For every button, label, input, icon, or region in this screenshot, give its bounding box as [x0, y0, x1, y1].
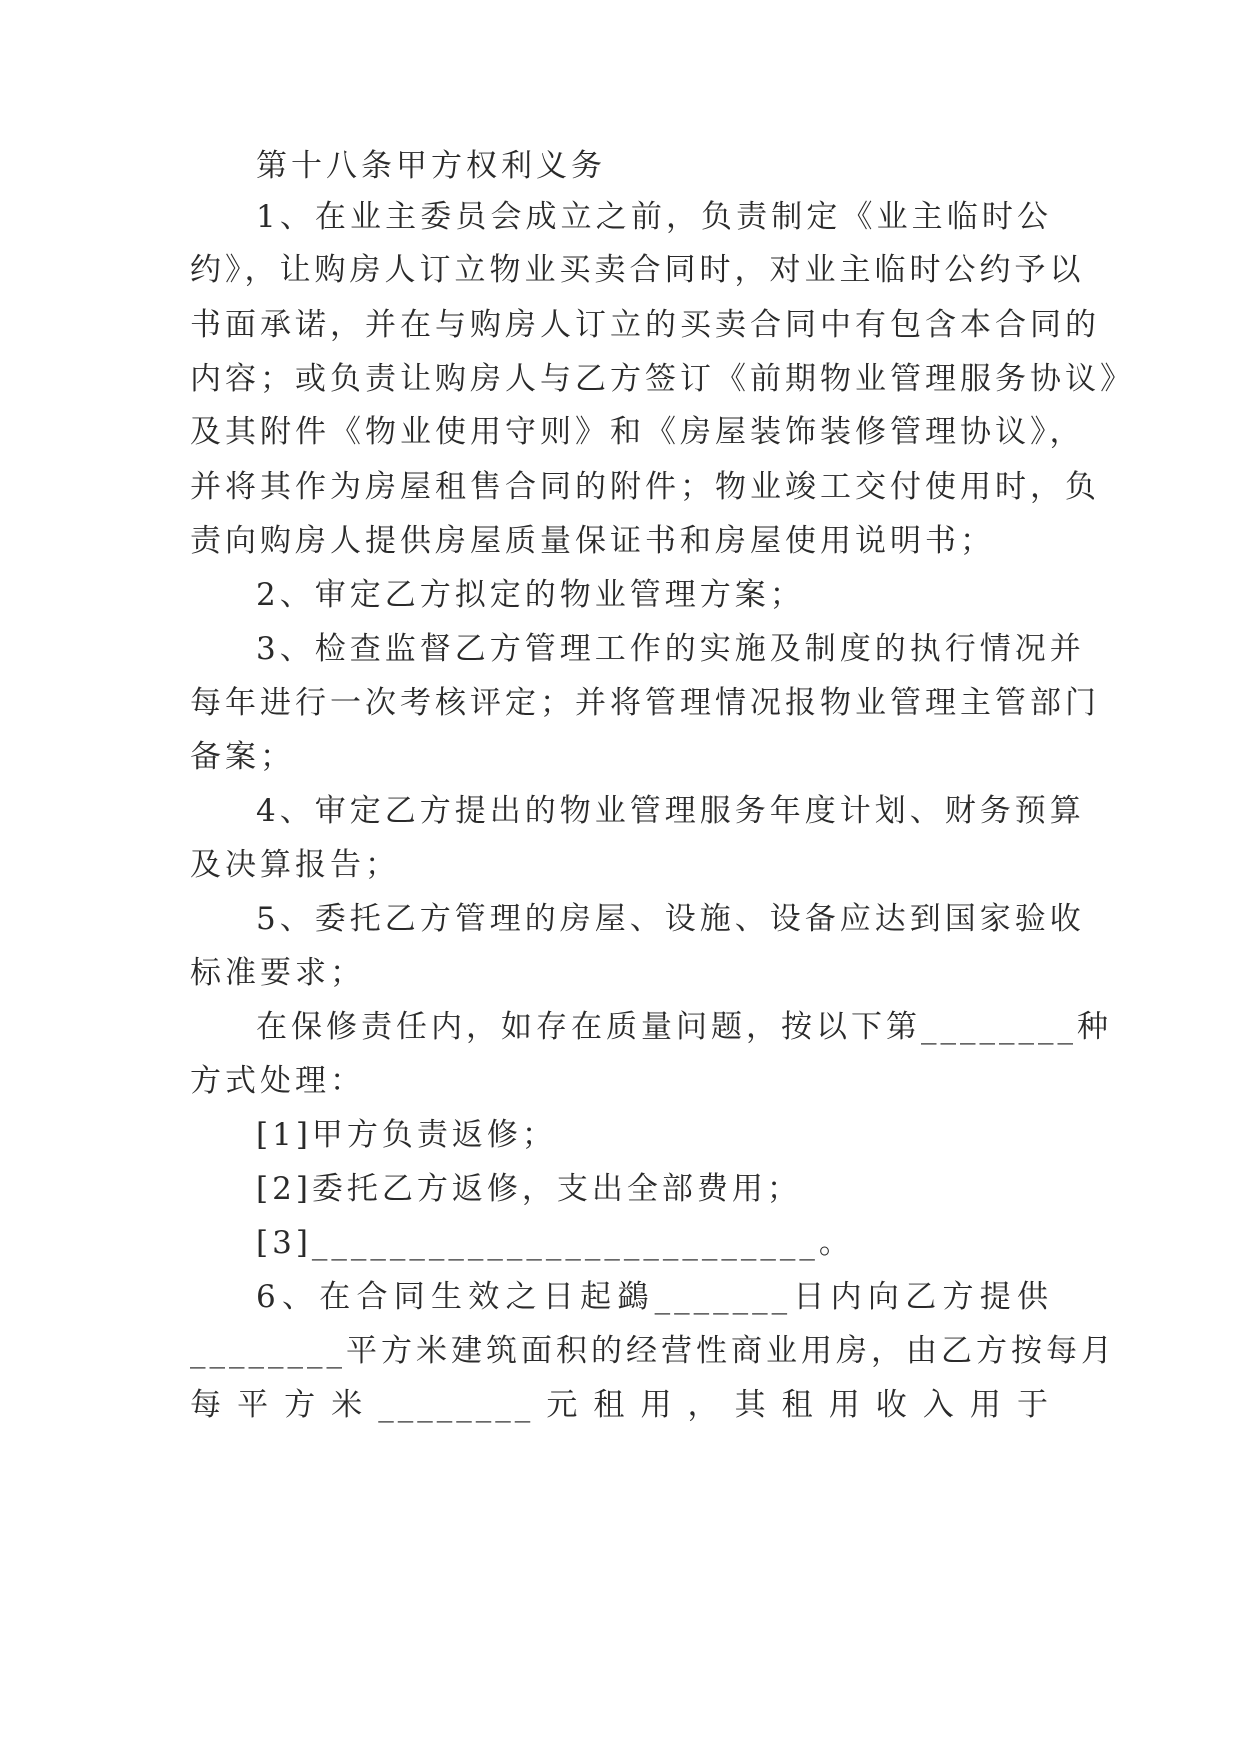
paragraph-line: 书面承诺，并在与购房人订立的买卖合同中有包含本合同的 [190, 307, 1100, 343]
paragraph-line: 每平方米________元租用，其租用收入用于 [190, 1387, 1052, 1423]
paragraph-line: 约》，让购房人订立物业买卖合同时，对业主临时公约予以 [190, 252, 1085, 288]
paragraph-line: 在保修责任内，如存在质量问题，按以下第________种 [256, 1009, 1112, 1045]
paragraph-line: [1]甲方负责返修； [256, 1117, 557, 1153]
paragraph-line: 4、审定乙方提出的物业管理服务年度计划、财务预算 [256, 793, 1085, 829]
paragraph-line: ________平方米建筑面积的经营性商业用房，由乙方按每月 [190, 1333, 1116, 1369]
paragraph-line: 及其附件《物业使用守则》和《房屋装饰装修管理协议》， [190, 414, 1085, 450]
paragraph-line: 方式处理： [190, 1063, 365, 1099]
paragraph-line: 2、审定乙方拟定的物业管理方案； [256, 577, 805, 613]
paragraph-line: 标准要求； [190, 955, 365, 991]
paragraph-line: 并将其作为房屋租售合同的附件；物业竣工交付使用时，负 [190, 469, 1100, 505]
paragraph-line: 1、在业主委员会成立之前，负责制定《业主临时公 [256, 199, 1052, 235]
paragraph-line: 备案； [190, 739, 295, 775]
paragraph-line: [3]__________________________。 [256, 1225, 854, 1261]
paragraph-line: 及决算报告； [190, 847, 400, 883]
paragraph-line: 6、在合同生效之日起鷁_______日内向乙方提供 [256, 1279, 1052, 1315]
paragraph-line: 5、委托乙方管理的房屋、设施、设备应达到国家验收 [256, 901, 1085, 937]
paragraph-line: 责向购房人提供房屋质量保证书和房屋使用说明书； [190, 523, 995, 559]
paragraph-line: [2]委托乙方返修，支出全部费用； [256, 1171, 802, 1207]
paragraph-line: 3、检查监督乙方管理工作的实施及制度的执行情况并 [256, 631, 1085, 667]
paragraph-line: 内容；或负责让购房人与乙方签订《前期物业管理服务协议》 [190, 361, 1135, 397]
article-heading: 第十八条甲方权利义务 [256, 148, 606, 184]
paragraph-line: 每年进行一次考核评定；并将管理情况报物业管理主管部门 [190, 685, 1100, 721]
